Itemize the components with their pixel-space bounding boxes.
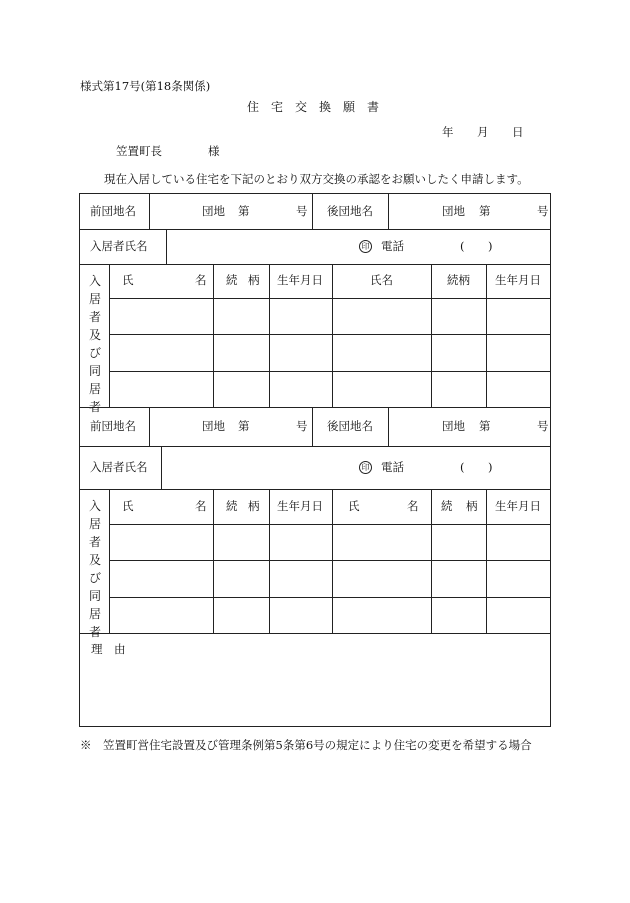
resident-name-label: 入居者氏名 (90, 239, 148, 253)
footnote: ※ 笠置町営住宅設置及び管理条例第5条第6号の規定により住宅の変更を希望する場合 (80, 738, 532, 752)
prev-number-suffix: 号 (296, 204, 308, 218)
prev-number-prefix: 第 (238, 419, 250, 433)
intro-text: 現在入居している住宅を下記のとおり双方交換の承認をお願いしたく申請します。 (104, 172, 529, 186)
col-name-b: 名 (195, 499, 207, 513)
date-month-label: 月 (477, 125, 489, 139)
next-number-suffix: 号 (537, 419, 549, 433)
col2-birthdate: 生年月日 (495, 499, 541, 513)
col-birthdate: 生年月日 (277, 499, 323, 513)
seal-mark: 印 (359, 240, 372, 253)
prev-danchi-label: 前団地名 (90, 204, 136, 218)
addressee: 笠置町長 (116, 144, 162, 158)
application-form-table (79, 193, 551, 727)
col2-birthdate: 生年月日 (495, 273, 541, 287)
next-danchi-label: 後団地名 (327, 419, 373, 433)
next-danchi-unit: 団地 (442, 204, 465, 218)
col2-relation: 続柄 (447, 273, 470, 287)
col-relation-b: 柄 (248, 273, 260, 287)
phone-open-paren: ( (460, 239, 465, 253)
prev-danchi-unit: 団地 (202, 204, 225, 218)
next-danchi-unit: 団地 (442, 419, 465, 433)
next-number-prefix: 第 (479, 204, 491, 218)
col2-name-a: 氏 (348, 499, 360, 513)
form-number: 様式第17号(第18条関係) (80, 79, 211, 93)
next-number-suffix: 号 (537, 204, 549, 218)
date-day-label: 日 (512, 125, 524, 139)
seal-mark: 印 (359, 461, 372, 474)
col-name-a: 氏 (122, 273, 134, 287)
next-danchi-label: 後団地名 (327, 204, 373, 218)
prev-number-suffix: 号 (296, 419, 308, 433)
col2-relation-b: 柄 (466, 499, 478, 513)
reason-label: 理 由 (91, 642, 126, 656)
phone-label: 電話 (381, 239, 404, 253)
col-relation-a: 続 (226, 499, 238, 513)
residents-side-label: 入居者及び同居者 (88, 499, 101, 639)
prev-danchi-unit: 団地 (202, 419, 225, 433)
date-year-label: 年 (442, 125, 454, 139)
col-relation-b: 柄 (248, 499, 260, 513)
col-name-b: 名 (195, 273, 207, 287)
document-title: 住 宅 交 換 願 書 (247, 100, 380, 114)
col-relation-a: 続 (226, 273, 238, 287)
phone-close-paren: ) (488, 460, 493, 474)
residents-side-label: 入居者及び同居者 (88, 274, 101, 414)
resident-name-label: 入居者氏名 (90, 460, 148, 474)
col2-relation-a: 続 (441, 499, 453, 513)
phone-label: 電話 (381, 460, 404, 474)
phone-open-paren: ( (460, 460, 465, 474)
col-birthdate: 生年月日 (277, 273, 323, 287)
col2-name: 氏名 (370, 273, 393, 287)
col-name-a: 氏 (122, 499, 134, 513)
col2-name-b: 名 (407, 499, 419, 513)
next-number-prefix: 第 (479, 419, 491, 433)
phone-close-paren: ) (488, 239, 493, 253)
addressee-honorific: 様 (208, 144, 220, 158)
prev-danchi-label: 前団地名 (90, 419, 136, 433)
prev-number-prefix: 第 (238, 204, 250, 218)
